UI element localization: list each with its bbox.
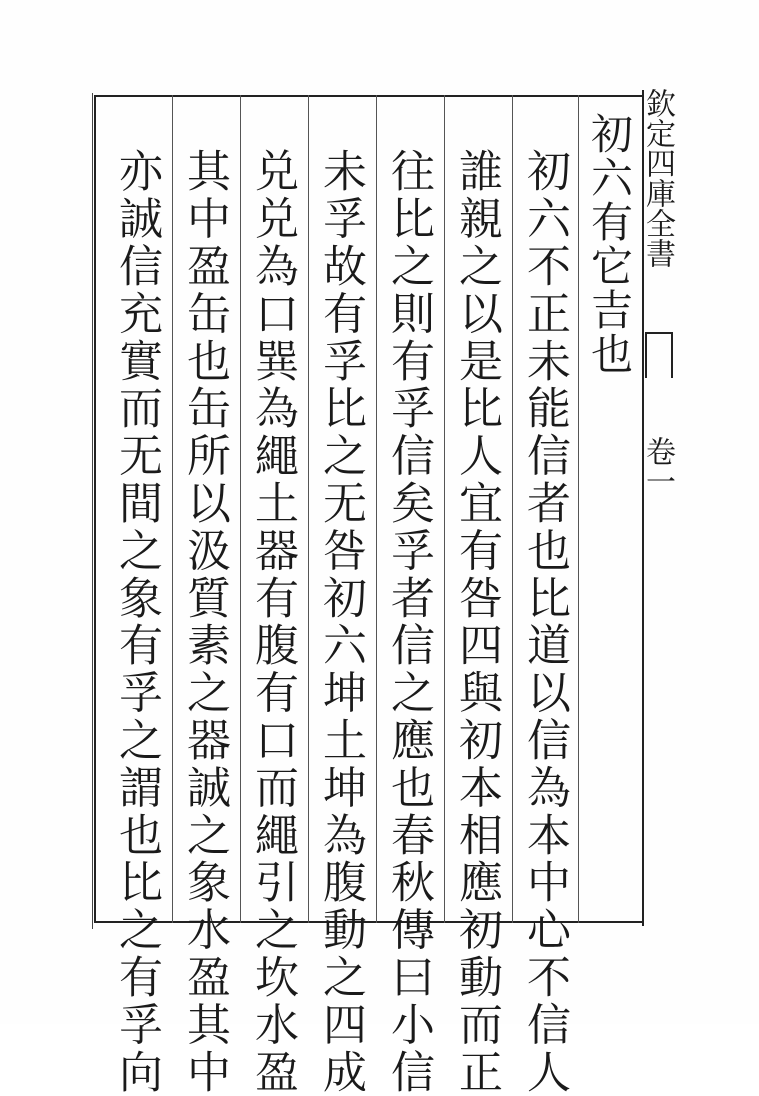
text-column: 往比之則有孚信矣孚者信之應也春秋傳曰小信: [383, 148, 434, 1096]
column-rule: [444, 95, 445, 923]
column-rule: [308, 95, 309, 923]
text-column: 初六不正未能信者也比道以信為本中心不信人: [519, 148, 570, 1096]
text-column: 兑兑為口巽為繩土器有腹有口而繩引之坎水盈: [247, 148, 298, 1096]
book-title: 欽定四庫全書: [640, 88, 675, 268]
fish-tail-mark-icon: [645, 332, 673, 378]
text-column: 其中盈缶也缶所以汲質素之器誠之象水盈其中: [179, 148, 230, 1096]
text-column: 未孚故有孚比之无咎初六坤土坤為腹動之四成: [315, 148, 366, 1096]
volume-label: 卷一: [640, 436, 675, 496]
column-rule: [376, 95, 377, 923]
column-rule: [240, 95, 241, 923]
text-column: 亦誠信充實而无間之象有孚之謂也比之有孚向: [111, 148, 162, 1096]
heading-column: 初六有它吉也: [585, 112, 634, 376]
column-rule: [578, 95, 579, 923]
column-rule: [512, 95, 513, 923]
column-rule: [172, 95, 173, 923]
text-column: 誰親之以是比人宜有咎四與初本相應初動而正: [451, 148, 502, 1096]
